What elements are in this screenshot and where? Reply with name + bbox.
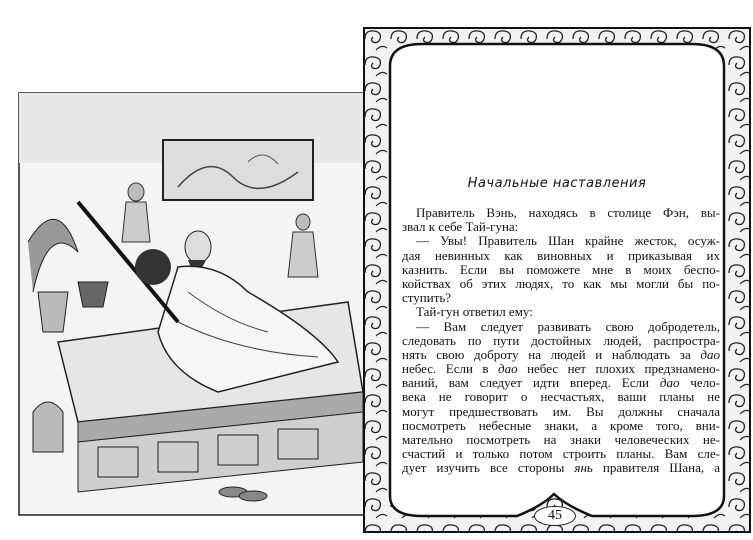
- text-line: [402, 249, 720, 263]
- text-line: [402, 277, 720, 291]
- text-line: [402, 405, 720, 419]
- text-segment: мательно посмотреть на знаки человеческих не-: [402, 433, 720, 447]
- text-line: [402, 461, 720, 475]
- text-line: [402, 348, 720, 362]
- text-segment: следовать по пути достойных людей, распростра-: [402, 333, 720, 348]
- italic-term: янь: [574, 461, 593, 476]
- text-line: [402, 263, 720, 277]
- text-segment: казнить. Если вы поможете мне в моих беспо-: [402, 262, 720, 277]
- text-line: [402, 447, 720, 461]
- body-text: [402, 206, 720, 476]
- text-segment: ваний, вам следует идти вперед. Если: [402, 376, 660, 391]
- text-segment: нять свою доброту на людей и наблюдать за: [402, 347, 701, 362]
- text-line: [402, 433, 720, 447]
- text-line: [402, 291, 720, 305]
- text-segment: счастий и только потом строить планы. Вам сле-: [402, 447, 720, 462]
- text-line: [402, 206, 720, 220]
- text-segment: дует изучить все стороны: [402, 461, 575, 476]
- text-segment: посмотреть небесные знаки, а кроме того, вни-: [402, 418, 720, 433]
- page-number: 45: [534, 506, 576, 526]
- text-segment: Правитель Вэнь, находясь в столице Фэн, вы-: [416, 206, 720, 220]
- text-segment: ступить?: [402, 291, 452, 306]
- text-segment: Тай-гун ответил ему:: [416, 305, 533, 320]
- text-segment: могут предшествовать им. Вы должны сначала: [402, 404, 720, 419]
- text-segment: дая невинных как виновных и приказывая их: [402, 248, 720, 263]
- text-line: [402, 419, 720, 433]
- italic-term: дао: [700, 347, 720, 362]
- text-line: [402, 220, 720, 234]
- text-segment: небес нет плохих предзнамено-: [517, 362, 720, 377]
- text-line: [402, 305, 720, 319]
- text-segment: правителя Шана, а: [592, 461, 720, 476]
- italic-term: дао: [498, 362, 518, 377]
- text-segment: койствах об этих людях, то как мы могли бы по-: [402, 276, 720, 291]
- left-page: [0, 0, 370, 540]
- text-segment: — Вам следует развивать свою добродетель,: [416, 319, 720, 334]
- text-line: [402, 362, 720, 376]
- illustration-reclining-scholar: [18, 92, 368, 516]
- right-page: [362, 26, 752, 534]
- text-line: [402, 334, 720, 348]
- text-segment: небес. Если в: [402, 362, 499, 377]
- text-segment: века не говорит о несчастьях, ваши планы не: [402, 390, 720, 405]
- text-segment: звал к себе Тай-гуна:: [402, 220, 519, 235]
- text-segment: — Увы! Правитель Шан крайне жесток, осуж-: [416, 234, 720, 249]
- text-line: [402, 234, 720, 248]
- chapter-title: Начальные наставления: [467, 176, 647, 191]
- italic-term: дао: [659, 376, 680, 391]
- text-line: [402, 390, 720, 404]
- text-segment: чело-: [679, 376, 720, 391]
- text-line: [402, 376, 720, 390]
- text-line: [402, 320, 720, 334]
